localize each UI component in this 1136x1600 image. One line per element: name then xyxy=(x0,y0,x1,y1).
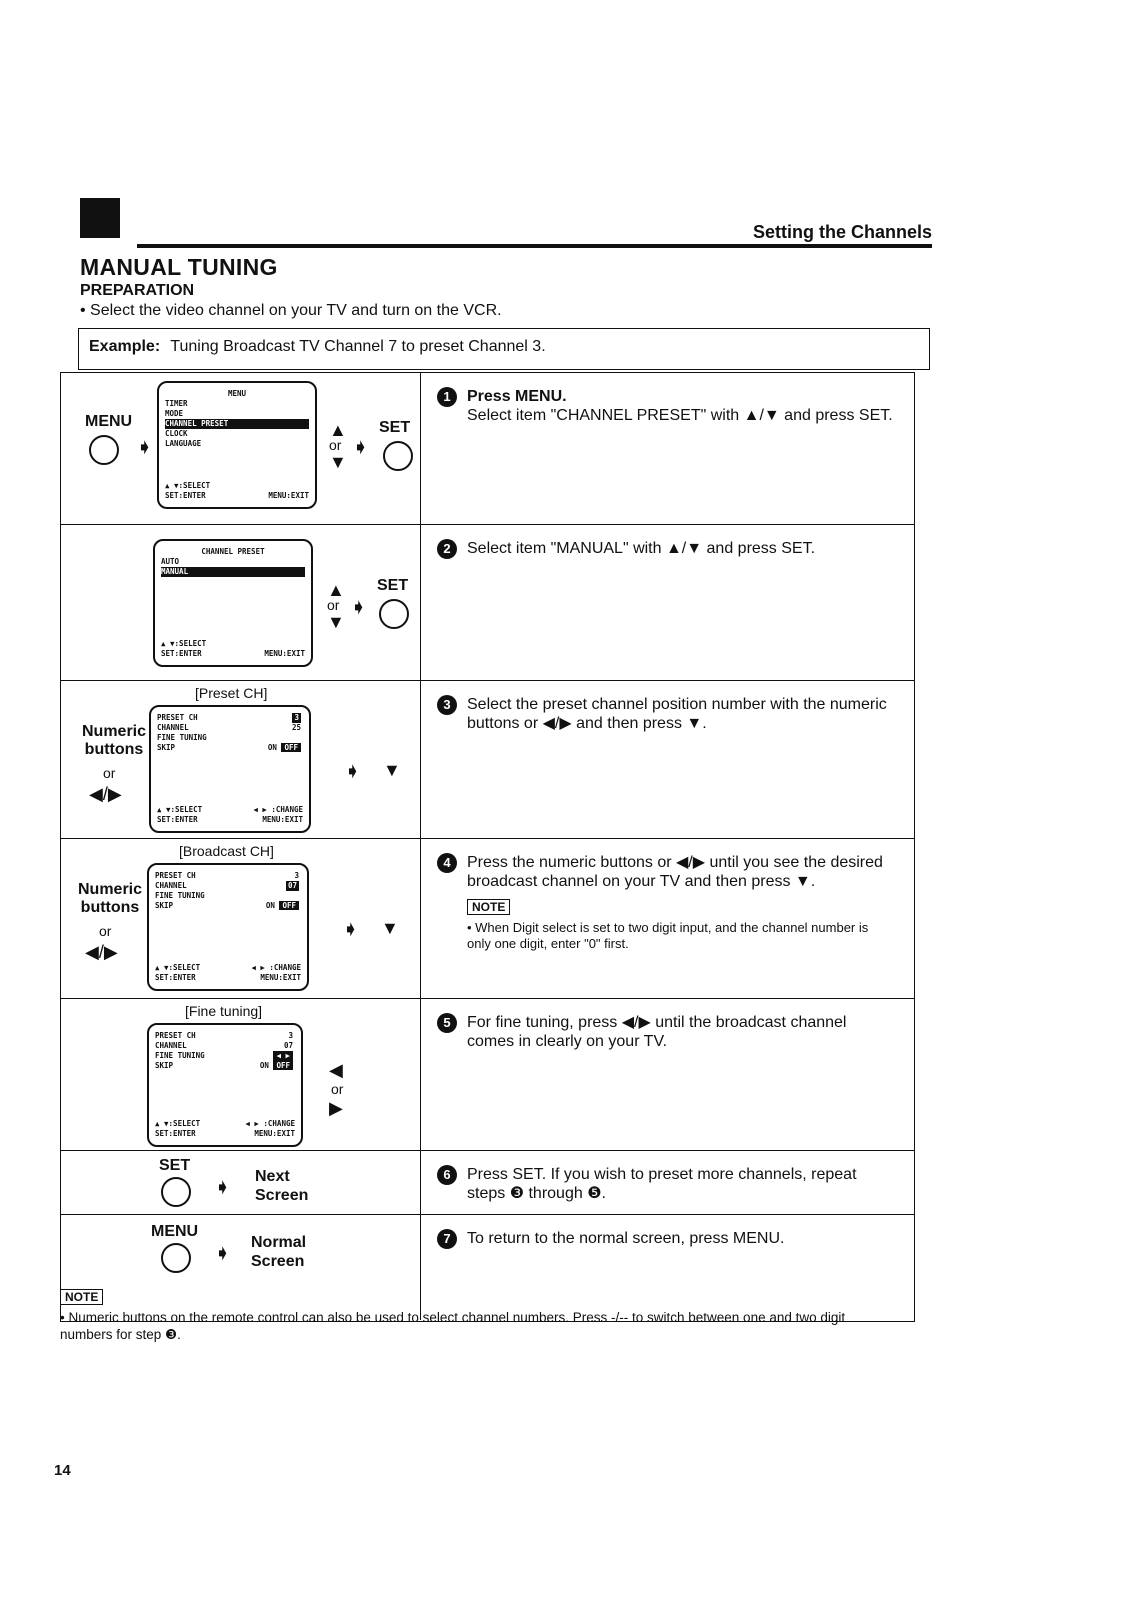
down-arrow-icon: ▼ xyxy=(383,760,401,780)
fine-tuning-screen xyxy=(147,1023,303,1147)
screen-caption: [Fine tuning] xyxy=(185,1003,263,1019)
screen-item-language: LANGUAGE xyxy=(165,439,202,448)
numeric-buttons-label: Numeric buttons xyxy=(77,881,143,916)
footer-enter: SET:ENTER xyxy=(161,649,202,658)
footer-exit: MENU:EXIT xyxy=(264,649,305,658)
set-key-label: SET xyxy=(159,1157,191,1174)
down-arrow-icon: ▼ xyxy=(327,612,345,632)
preset-value: 3 xyxy=(294,713,299,722)
step-number: 2 xyxy=(437,539,457,559)
pencil-icon xyxy=(80,198,120,238)
arrow-right-icon: ➧ xyxy=(343,919,359,939)
step-2-line: Select item "MANUAL" with ▲/▼ and press SET. xyxy=(467,540,816,557)
footer-select: ▲ ▼:SELECT xyxy=(165,481,211,490)
arrow-right-icon: ➧ xyxy=(215,1177,231,1197)
screen-item-auto: AUTO xyxy=(161,557,180,566)
screen-item-timer: TIMER xyxy=(165,399,188,408)
step-row-1 xyxy=(61,373,914,525)
left-arrow-icon: ◀ xyxy=(329,1060,343,1080)
menu-button-icon xyxy=(161,1243,191,1278)
screen-caption: [Broadcast CH] xyxy=(179,843,274,859)
header-rule xyxy=(137,244,932,248)
screen-title: MENU xyxy=(227,389,247,398)
screen-item-channel: CHANNEL 25 xyxy=(157,723,301,732)
right-arrow-icon: ▶ xyxy=(329,1098,343,1118)
step-7-line: To return to the normal screen, press MENU. xyxy=(467,1230,785,1247)
arrow-right-icon: ➧ xyxy=(351,597,367,617)
screen-item-fine-tuning: FINE TUNING xyxy=(155,891,205,900)
example-text: Tuning Broadcast TV Channel 7 to preset Channel 3. xyxy=(170,338,546,355)
screen-item-preset-ch: PRESET CH 3 xyxy=(155,871,299,880)
step-5-illustration xyxy=(61,999,421,1150)
screen-footer xyxy=(165,481,309,501)
menu-screen xyxy=(157,381,317,509)
page-number: 14 xyxy=(54,1462,71,1479)
footer-exit: MENU:EXIT xyxy=(268,491,309,500)
step-row-3 xyxy=(61,681,914,839)
step-1-illustration xyxy=(61,373,421,524)
step-6-line: Press SET. If you wish to preset more channels, repeat steps ❸ through ❺. xyxy=(467,1166,857,1202)
numeric-buttons-label: Numeric buttons xyxy=(81,723,147,758)
left-right-arrows-icon: ◀/▶ xyxy=(89,784,122,804)
step-5-line: For fine tuning, press ◀/▶ until the broadcast channel comes in clearly on your TV. xyxy=(467,1014,847,1050)
channel-value: 25 xyxy=(291,723,301,732)
step-3-line: Select the preset channel position number with the numeric buttons or ◀/▶ and then press ▼. xyxy=(467,696,887,732)
up-arrow-icon: ▲ xyxy=(329,420,347,440)
footer-enter: SET:ENTER xyxy=(165,491,206,500)
menu-button-icon xyxy=(89,435,119,470)
channel-preset-screen xyxy=(153,539,313,667)
step-3-text xyxy=(421,681,914,838)
preset-ch-screen xyxy=(149,705,311,833)
down-arrow-icon: ▼ xyxy=(329,452,347,472)
or-label: or xyxy=(99,923,112,939)
screen-item-skip: SKIP ON OFF xyxy=(155,1061,295,1071)
screen-item-clock: CLOCK xyxy=(165,429,188,438)
step-4-note: • When Digit select is set to two digit input, and the channel number is only one digit, enter "0" first. xyxy=(467,920,869,951)
step-6-text xyxy=(421,1151,914,1214)
step-6-illustration xyxy=(61,1151,421,1214)
step-row-2 xyxy=(61,525,914,681)
screen-item-skip: SKIP ON OFF xyxy=(155,901,301,911)
step-number: 7 xyxy=(437,1229,457,1249)
screen-item-channel-preset: CHANNEL PRESET xyxy=(165,419,309,429)
step-number: 1 xyxy=(437,387,457,407)
screen-title: CHANNEL PRESET xyxy=(201,547,265,556)
bottom-note-text: • Numeric buttons on the remote control can also be used to select channel numbers. Press -/-- to switch between one and two digit numbers for step ❸. xyxy=(60,1310,846,1342)
screen-item-manual: MANUAL xyxy=(161,567,305,577)
preparation-text: • Select the video channel on your TV and turn on the VCR. xyxy=(80,302,502,319)
note-tag: NOTE xyxy=(60,1289,103,1305)
step-2-text xyxy=(421,525,914,680)
screen-item-mode: MODE xyxy=(165,409,184,418)
channel-value: 07 xyxy=(287,881,297,890)
step-4-text xyxy=(421,839,914,998)
or-label: or xyxy=(329,437,342,453)
set-button-icon xyxy=(383,441,413,476)
step-row-5 xyxy=(61,999,914,1151)
set-key-label: SET xyxy=(379,419,411,436)
screen-footer: ▲ ▼:SELECT ◀ ▶ :CHANGE SET:ENTER MENU:EXIT xyxy=(155,963,301,982)
up-arrow-icon: ▲ xyxy=(327,580,345,600)
or-label: or xyxy=(331,1081,344,1097)
set-button-icon xyxy=(379,599,409,634)
step-1-line-2: Select item "CHANNEL PRESET" with ▲/▼ and press SET. xyxy=(467,407,893,424)
example-label: Example: xyxy=(89,338,161,355)
result-label: Normal Screen xyxy=(251,1234,307,1270)
screen-item-fine-tuning: FINE TUNING ◀ ▶ xyxy=(155,1051,295,1061)
footer-select: ▲ ▼:SELECT xyxy=(161,639,207,648)
arrow-right-icon: ➧ xyxy=(353,437,369,457)
fine-tuning-bar: ◀ ▶ xyxy=(273,1051,293,1061)
step-1-line-1: Press MENU. xyxy=(467,388,567,405)
screen-item-channel: CHANNEL 07 xyxy=(155,1041,293,1050)
menu-key-label: MENU xyxy=(151,1223,199,1240)
broadcast-ch-screen xyxy=(147,863,309,991)
screen-footer xyxy=(161,639,305,659)
or-label: or xyxy=(103,765,116,781)
result-label: Next Screen xyxy=(255,1168,309,1204)
preset-value: 3 xyxy=(294,871,299,880)
set-key-label: SET xyxy=(377,577,409,594)
step-2-illustration xyxy=(61,525,421,680)
or-label: or xyxy=(327,597,340,613)
preparation-label: PREPARATION xyxy=(80,282,195,299)
bottom-note xyxy=(60,1288,900,1343)
page-title: MANUAL TUNING xyxy=(80,254,278,280)
screen-item-skip: SKIP ON OFF xyxy=(157,743,303,753)
step-number: 4 xyxy=(437,853,457,873)
screen-item-preset-ch: PRESET CH 3 xyxy=(155,1031,293,1040)
screen-item-channel: CHANNEL 07 xyxy=(155,881,297,890)
arrow-right-icon: ➧ xyxy=(345,761,361,781)
step-4-line: Press the numeric buttons or ◀/▶ until you see the desired broadcast channel on your TV and then press ▼. xyxy=(467,854,883,890)
screen-item-preset-ch: PRESET CH 3 xyxy=(157,713,299,722)
step-number: 3 xyxy=(437,695,457,715)
screen-footer: ▲ ▼:SELECT ◀ ▶ :CHANGE SET:ENTER MENU:EXIT xyxy=(155,1119,295,1138)
step-number: 6 xyxy=(437,1165,457,1185)
step-3-illustration xyxy=(61,681,421,838)
step-row-4 xyxy=(61,839,914,999)
step-1-text xyxy=(421,373,914,524)
screen-caption: [Preset CH] xyxy=(195,685,268,701)
step-5-text xyxy=(421,999,914,1150)
step-row-6 xyxy=(61,1151,914,1215)
set-button-icon xyxy=(161,1177,191,1212)
down-arrow-icon: ▼ xyxy=(381,918,399,938)
section-title: Setting the Channels xyxy=(752,222,932,242)
screen-item-fine-tuning: FINE TUNING xyxy=(157,733,207,742)
screen-footer: ▲ ▼:SELECT ◀ ▶ :CHANGE SET:ENTER MENU:EXIT xyxy=(157,805,303,824)
steps-table xyxy=(60,372,915,1322)
menu-key-label: MENU xyxy=(85,413,133,430)
channel-value: 07 xyxy=(283,1041,293,1050)
step-4-illustration xyxy=(61,839,421,998)
left-right-arrows-icon: ◀/▶ xyxy=(85,942,118,962)
preset-value: 3 xyxy=(288,1031,293,1040)
arrow-right-icon: ➧ xyxy=(215,1243,231,1263)
step-number: 5 xyxy=(437,1013,457,1033)
example-box xyxy=(78,328,930,370)
arrow-right-icon: ➧ xyxy=(137,437,153,457)
note-tag: NOTE xyxy=(467,899,510,915)
